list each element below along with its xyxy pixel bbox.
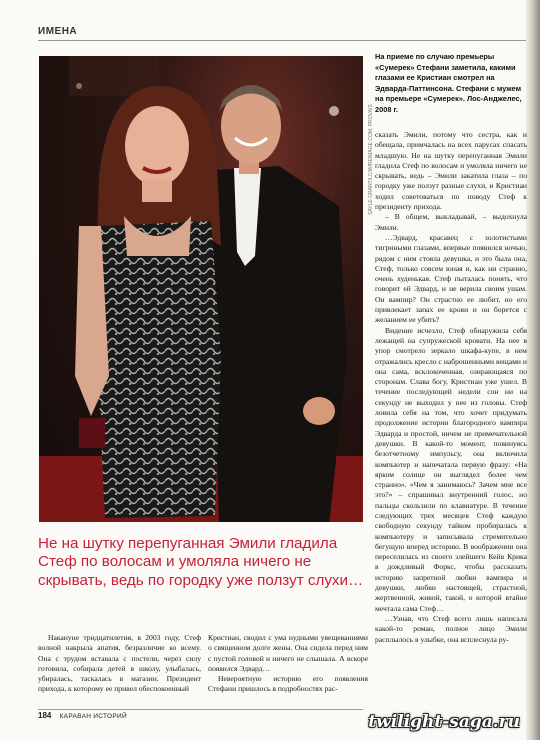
paragraph: …Узнав, что Стеф всего лишь написала какой-то роман, полное лицо Эмили расплылось в улыбке, она всплеснула ру- [375,613,527,644]
paragraph: Невероятную историю его появления Стефани пришлось в подробностях рас- [208,674,368,694]
bottom-middle-text-column [208,633,368,695]
paragraph: Видение исчезло, Стеф обнаружила себя лежащей на супружеской кровати. На нее в упор смотрело зеркало шкафа-купе, в нем отражались кресло с наброшенными вещами и она сама, всклокоченная, озирающаяся по сторонам. Слава богу, Кристиан уже ушел. В течение последующей недели сон ни на секунду не выходил у нее из головы. Стеф ловила себя на том, что хочет придумать продолжение истории благородного вампира Эдварда и простой, ничем не примечательной девушки. В какой-то момент, повинуясь безотчетному импульсу, она включила компьютер и напечатала первую фразу: «На ярком солнце он выглядел более чем странно». «Чем я занимаюсь? Зачем мне все это?» – спрашивал внутренний голос, но пальцы скользили по клавиатуре. В течение следующих трех месяцев Стеф каждую свободную секунду тайком пробиралась к компьютеру и записывала стремительно бегущую вперед историю. В воображении она переселилась из своего злейшего Кейв Крика в дождливый Форкс, чтобы рассказать историю запретной любви вампира и девушки, любви настоящей, страстной, жертвенной, живой, такой, о которой втайне мечтала сама Стеф… [375,325,527,613]
pull-quote: Не на шутку перепуганная Эмили гладила Стеф по волосам и умоляла ничего не скрывать, ведь по городку уже ползут слухи… [38,535,364,589]
header-rule [38,40,526,41]
page-footer [38,711,127,720]
right-text-column [375,130,527,645]
footer-rule [38,709,363,710]
page-spine-shadow [526,0,540,740]
paragraph: …Эдвард, красавец с золотистыми тигриными глазами, впервые появился ночью, рядом с ним стояла девушка, и это была она, Стеф, только совсем юная и, как ни странно, очень худенькая. Стеф пыталась понять, что говорит ей Эдвард, и не верила своим ушам. Он вампир? Он страстно ее любит, но его привлекает запах ее крови и он борется с желанием ее убить? [375,232,527,325]
page-number: 184 [38,711,52,720]
couple-photo [39,56,363,522]
paragraph: Кристиан, сводил с ума нудными увещеваниями о священном долге жены. Она сидела перед ним с пустой головой и ничего не слышала. А вскоре появился Эдвард… [208,633,368,673]
couple-photo-illustration [39,56,363,522]
paragraph: сказать Эмили, потому что сестра, как и обещала, примчалась на всех парусах спасать младшую. Не на шутку перепуганная Эмили гладила Стеф по волосам и умоляла ничего не скрывать, ведь – Эмили закатила глаза – по городку уже ползут разные слухи, и Кристиан ходил советоваться по поводу Стеф к президенту прихода. [375,130,527,212]
photo-credit: SAYLE GRANT/LC/WIREIMAGE.COM; PROVAIS [368,104,374,215]
paragraph: – В общем, выкладывай, – выдохнула Эмили. [375,212,527,232]
photo-caption: На приеме по случаю премьеры «Сумерек» Стефани заметила, какими глазами ее Кристиан смотрел на Эдварда-Паттинсона. Стефани с мужем на премьере «Сумерек». Лос-Анджелес, 2008 г. [375,52,522,114]
paragraph: Накануне тридцатилетия, в 2003 году, Стеф волной накрыла апатия, безразличие ко всему. Она с трудом вставала с постели, через силу готовила, собирала детей в школу, улыбалась, убиралась, таскалась в магазин. Президент прихода, к которому ее привел обеспокоенный [38,633,201,694]
site-watermark: twilight-saga.ru [368,712,520,732]
section-title: ИМЕНА [38,26,78,37]
bottom-left-text-column [38,633,201,695]
magazine-name: КАРАВАН ИСТОРИЙ [59,713,127,720]
